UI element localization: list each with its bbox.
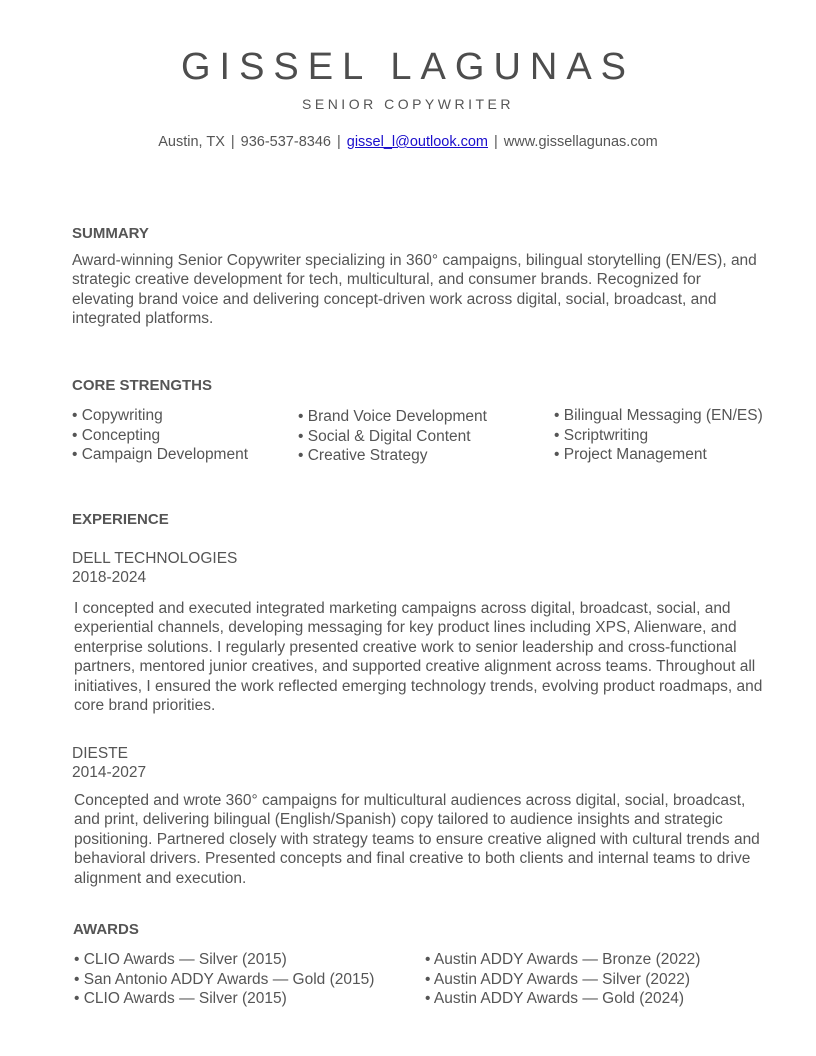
separator: | (494, 134, 498, 150)
list-item: • Copywriting (72, 407, 163, 424)
strengths-column-3 (554, 406, 763, 465)
list-item: • San Antonio ADDY Awards — Gold (2015) (74, 970, 375, 988)
list-item: • Concepting (72, 426, 161, 444)
email-link[interactable]: gissel_l@outlook.com (346, 134, 489, 150)
strengths-column-1 (72, 406, 248, 465)
contact-line (0, 133, 816, 151)
list-item: • Bilingual Messaging (EN/ES) (554, 407, 763, 424)
job-company: DIESTE (72, 745, 128, 762)
experience-heading: EXPERIENCE (72, 511, 169, 528)
job-dates: 2014-2027 (72, 764, 147, 781)
summary-heading: SUMMARY (72, 225, 149, 242)
list-item: • Austin ADDY Awards — Gold (2024) (425, 990, 685, 1008)
list-item: • Social & Digital Content (298, 427, 471, 445)
list-item: • Scriptwriting (554, 426, 649, 444)
core-strengths-heading: CORE STRENGTHS (72, 377, 213, 394)
awards-column-2 (425, 950, 700, 1009)
job-description: Concepted and wrote 360° campaigns for multicultural audiences across digital, social, broadcast, and print, delivering bilingual (English/Spanish) copy tailored to audience insights and strategic positioning. Partnered closely with strategy teams to ensure creative aligned with cultural trends and behavioral drivers. Presented concepts and final creative to both clients and internal teams to drive alignment and execution. (74, 792, 760, 887)
resume-name: GISSEL LAGUNAS (180, 46, 636, 88)
list-item: • Creative Strategy (298, 447, 428, 465)
list-item: • Austin ADDY Awards — Silver (2022) (425, 970, 691, 988)
job-title: SENIOR COPYWRITER (302, 96, 514, 112)
job-company: DELL TECHNOLOGIES (72, 550, 238, 567)
list-item: • Austin ADDY Awards — Bronze (2022) (425, 951, 701, 968)
separator: | (336, 134, 341, 150)
list-item: • CLIO Awards — Silver (2015) (74, 990, 287, 1008)
website: www.gissellagunas.com (503, 134, 658, 150)
separator: | (230, 134, 235, 150)
job-description: I concepted and executed integrated marketing campaigns across digital, broadcast, social, and experiential channels, developing messaging for key product lines including XPS, Alienware, and enterprise solutions. I regularly presented creative work to senior leadership and cross-functional partners, mentored junior creatives, and supported creative alignment across teams. Throughout all initiatives, I ensured the work reflected emerging technology trends, evolving product roadmaps, and core brand priorities. (74, 600, 763, 715)
list-item: • Project Management (554, 446, 707, 464)
awards-heading: AWARDS (73, 921, 139, 938)
awards-column-1 (74, 950, 374, 1009)
list-item: • Brand Voice Development (298, 408, 487, 425)
phone: 936-537-8346 (240, 134, 331, 150)
list-item: • CLIO Awards — Silver (2015) (74, 951, 287, 968)
location: Austin, TX (158, 134, 225, 150)
job-dates: 2018-2024 (72, 569, 147, 586)
strengths-column-2 (298, 407, 487, 466)
list-item: • Campaign Development (72, 446, 249, 464)
summary-text: Award-winning Senior Copywriter specializing in 360° campaigns, bilingual storytelling (EN/ES), and strategic creative development for tech, multicultural, and consumer brands. Recognized for elevating brand voice and delivering concept-driven work across digital, social, broadcast, and integrated platforms. (72, 252, 757, 328)
